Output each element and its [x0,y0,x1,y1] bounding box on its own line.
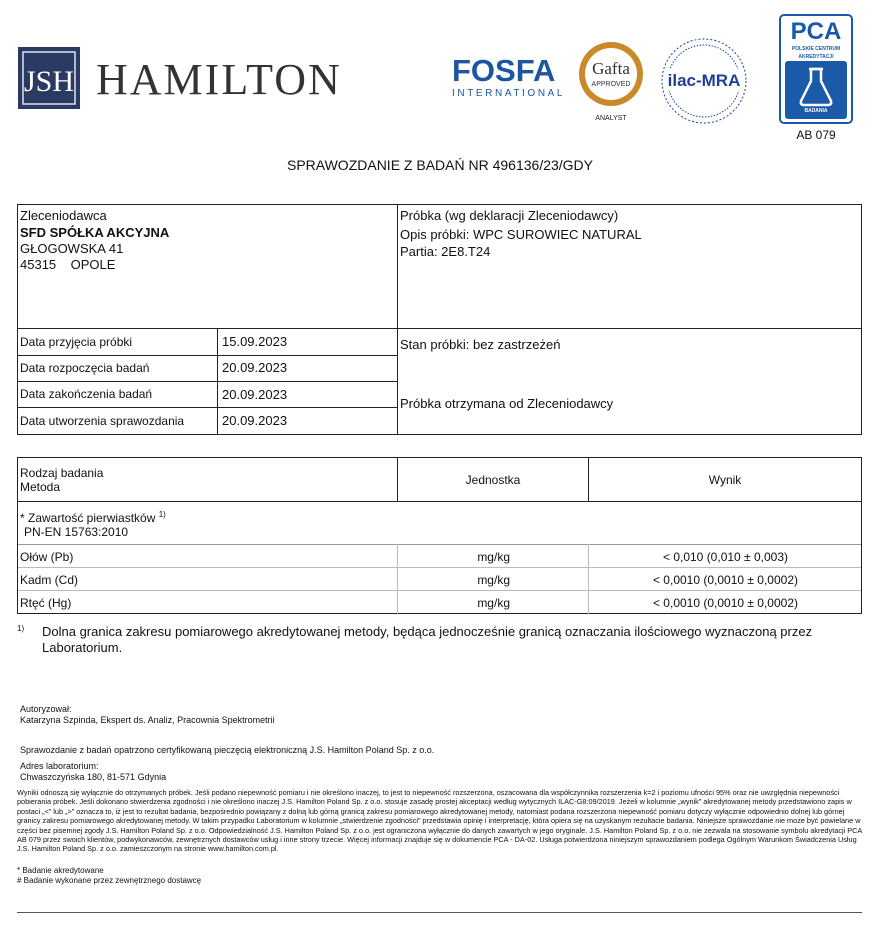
sample-label: Próbka (wg deklaracji Zleceniodawcy) [400,208,619,223]
bottom-rule [17,912,862,913]
gafta-approved: APPROVED [591,81,631,88]
hamilton-logo-mark [18,47,80,109]
client-city: 45315 OPOLE [20,257,116,272]
sample-origin: Próbka otrzymana od Zleceniodawcy [400,396,614,411]
seal-note: Sprawozdanie z badań opatrzono certyfikowaną pieczęcią elektroniczną J.S. Hamilton Poland Sp. z o.o. [20,745,435,755]
client-street: GŁOGOWSKA 41 [20,241,124,256]
col-header-result: Wynik [708,473,742,487]
date-value: 20.09.2023 [222,360,288,375]
pca-badania: BADANIA [804,108,828,114]
client-name: SFD SPÓŁKA AKCYJNA [20,225,170,240]
group-method: PN-EN 15763:2010 [24,525,129,539]
result-name: Ołów (Pb) [20,550,74,564]
date-label: Data utworzenia sprawozdania [20,414,185,428]
date-value: 20.09.2023 [222,413,288,428]
fosfa-sub: INTERNATIONAL [452,88,566,99]
authorized-label: Autoryzował: [20,704,72,714]
result-name: Kadm (Cd) [20,573,79,587]
legend-external: # Badanie wykonane przez zewnętrznego dostawcę [17,876,202,885]
disclaimer: Wyniki odnoszą się wyłącznie do otrzymanych próbek. Jeśli podano niepewność pomiaru i nie określono inaczej, to jest to niepewność rozszerzona, oszacowana dla współczynnika rozszerzenia k=2 i poziomu ufności 95% oraz nie uwzględnia niepewności pobierania próbek. Jeśli dokonano stwierdzenia zgodności i nie określono inaczej J.S. Hamilton Poland Sp. z o.o. stosuje zasadę prostej akceptacji według wytycznych ILAC-G8:09/2019. Jeżeli w kolumnie „wynik” akredytowanej metody przedstawiono zapis w postaci „<” lub „>” oznacza to, iż jest to rezultat badania, bezpośrednio powiązany z dolną lub górną granicą zakresu pomiarowego akredytowanej metody, natomiast podana rozszerzona niepewność pomiaru dotyczy wyłącznie odpowiednio dolnej lub górnej granicy zakresu pomiarowego akredytowanej metody. W takim przypadku Laboratorium w kolumnie „stwierdzenie zgodności” przedstawia opinię i interpretację, która opiera się na uzyskanym rezultacie badania. Niniejsze sprawozdanie nie może być powielane w części bez pisemnej zgody J.S. Hamilton Poland Sp. z o.o. Odpowiedzialność J.S. Hamilton Poland Sp. z o.o. jest ograniczona wyłącznie do danych zawartych w jego oryginale. J.S. Hamilton Poland Sp. z o.o. nie zezwala na stosowanie symbolu akredytacji PCA AB 079 przez swoich klientów, podwykonawców, zewnętrznych dostawców usług i inne strony trzecie. Więcej informacji znajduje się w dokumencie PCA - DA-02. Usługa potwierdzona niniejszym sprawozdaniem podlega Ogólnym Warunkom Świadczenia Usług J.S. Hamilton Poland Sp. z o.o. zamieszczonym na stronie www.hamilton.com.pl. [17,788,862,854]
hamilton-monogram: JSH [23,65,75,98]
result-value: < 0,010 (0,010 ± 0,003) [662,550,788,564]
client-label: Zleceniodawca [20,208,107,223]
lab-address: Chwaszczyńska 180, 81-571 Gdynia [20,772,167,782]
legend-accredited: * Badanie akredytowane [17,866,104,875]
fosfa-logo [452,53,566,99]
pca-title: PCA [790,18,842,45]
fosfa-word: FOSFA [452,53,556,88]
pca-logo [779,14,853,124]
gafta-word: Gafta [592,59,630,78]
date-label: Data przyjęcia próbki [20,335,133,349]
col-header-type: Rodzaj badania [20,466,104,480]
sample-condition: Stan próbki: bez zastrzeżeń [400,337,561,352]
result-value: < 0,0010 (0,0010 ± 0,0002) [652,596,798,610]
date-label: Data rozpoczęcia badań [20,361,150,375]
pca-flask-panel [785,61,847,119]
sample-batch: Partia: 2E8.T24 [400,244,491,259]
result-unit: mg/kg [477,573,510,587]
report-title: SPRAWOZDANIE Z BADAŃ NR 496136/23/GDY [286,157,594,173]
gafta-analyst: ANALYST [595,115,627,122]
group-footnote-ref: 1) [158,510,166,519]
col-header-unit: Jednostka [465,473,521,487]
date-value: 15.09.2023 [222,334,288,349]
ilac-word: ilac-MRA [667,71,741,90]
ilac-logo [660,37,748,125]
result-value: < 0,0010 (0,0010 ± 0,0002) [652,573,798,587]
footnote-text: Dolna granica zakresu pomiarowego akredytowanej metody, będąca jednocześnie granicą oznaczania ilościowego wyznaczoną przez Laboratorium. [42,624,813,655]
date-label: Data zakończenia badań [20,387,153,401]
footnote-mark: 1) [17,624,25,633]
group-title-text: * Zawartość pierwiastków [20,511,156,525]
pca-sub-2: AKREDYTACJI [798,54,834,60]
col-header-method: Metoda [20,480,61,494]
lab-address-label: Adres laboratorium: [20,761,99,771]
result-unit: mg/kg [477,550,510,564]
gafta-logo [575,40,647,122]
result-unit: mg/kg [477,596,510,610]
result-name: Rtęć (Hg) [20,596,72,610]
sample-description: Opis próbki: WPC SUROWIEC NATURAL [400,227,642,242]
authorized-person: Katarzyna Szpinda, Ekspert ds. Analiz, Pracownia Spektrometrii [20,715,275,725]
date-value: 20.09.2023 [222,387,288,402]
pca-code: AB 079 [796,128,836,142]
pca-sub-1: POLSKIE CENTRUM [791,46,841,52]
company-name: HAMILTON [96,55,342,104]
group-title [20,510,166,525]
